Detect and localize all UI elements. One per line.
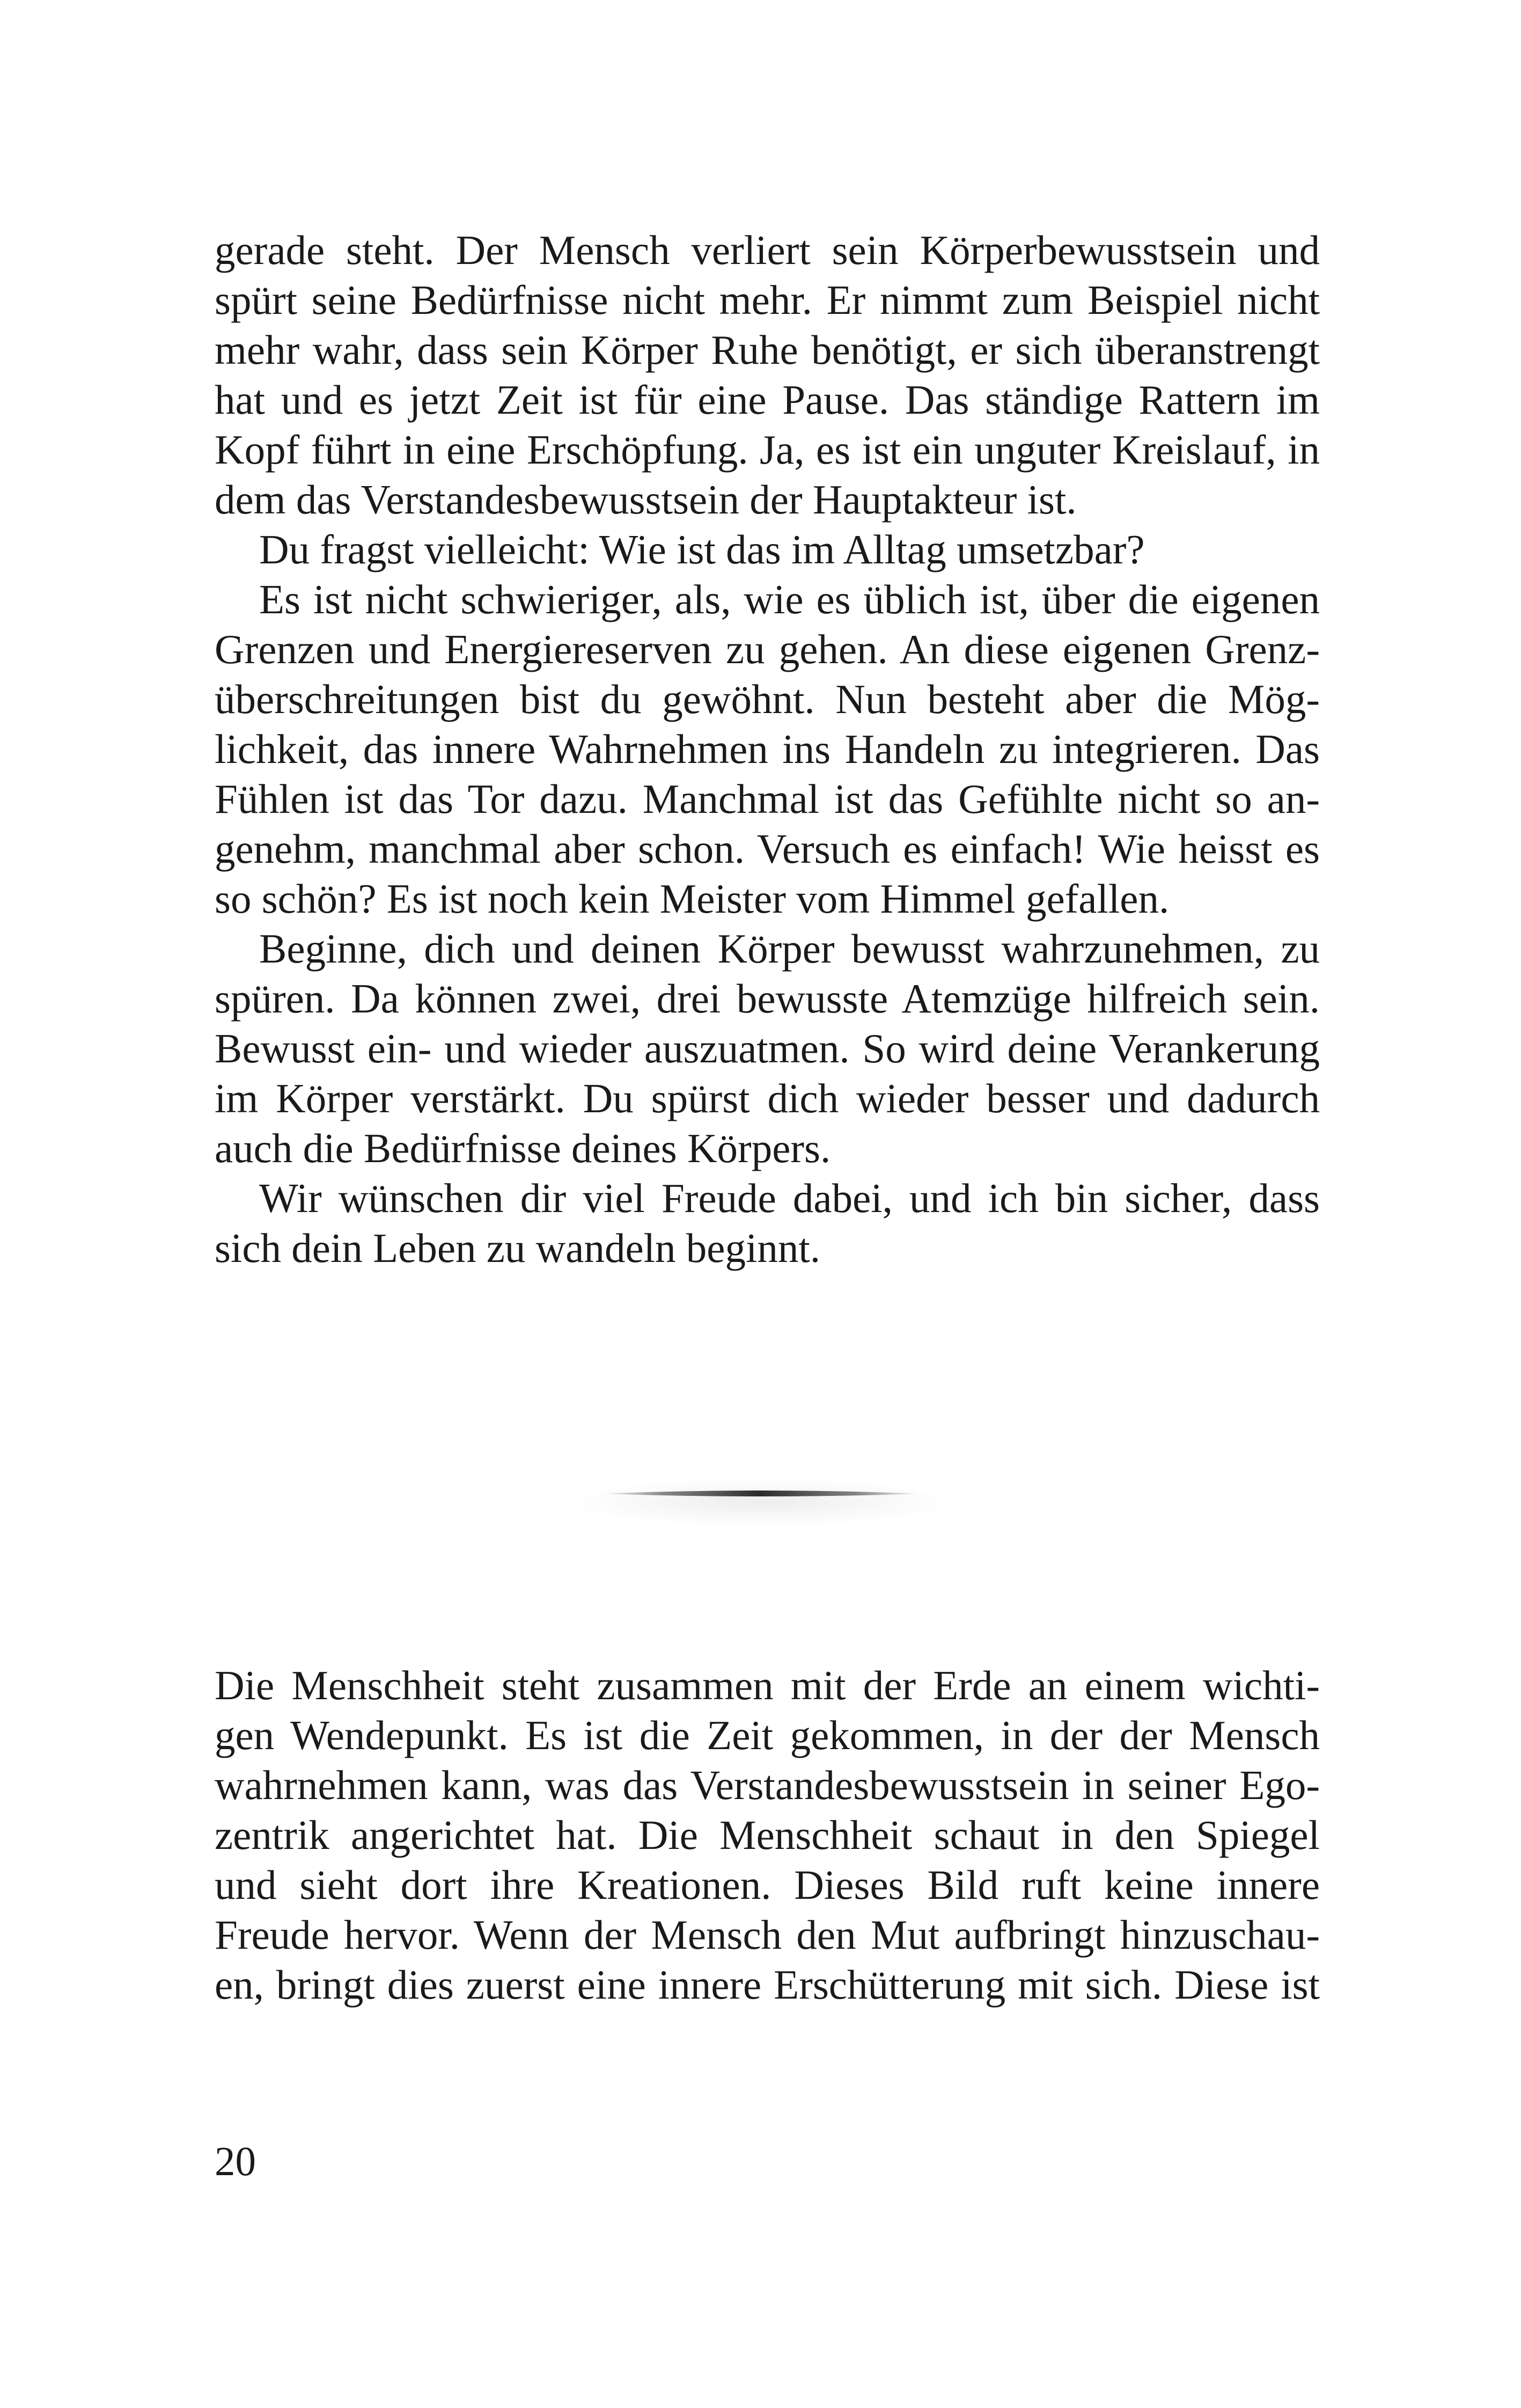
text-line: überschreitungen bist du gewöhnt. Nun besteht aber die Mög- xyxy=(215,676,1320,722)
text-line: Die Menschheit steht zusammen mit der Erde an einem wichti- xyxy=(215,1662,1320,1708)
text-line: Freude hervor. Wenn der Mensch den Mut aufbringt hinzuschau- xyxy=(215,1912,1320,1958)
text-line: Es ist nicht schwieriger, als, wie es üblich ist, über die eigenen xyxy=(259,576,1320,622)
text-line: Beginne, dich und deinen Körper bewusst wahrzunehmen, zu xyxy=(259,926,1320,972)
page-number: 20 xyxy=(215,2138,256,2184)
text-line: wahrnehmen kann, was das Verstandesbewusstsein in seiner Ego- xyxy=(215,1762,1320,1808)
text-line: mehr wahr, dass sein Körper Ruhe benötigt, er sich überanstrengt xyxy=(215,327,1320,373)
text-line: genehm, manchmal aber schon. Versuch es einfach! Wie heisst es xyxy=(215,826,1320,872)
text-line: zentrik angerichtet hat. Die Menschheit schaut in den Spiegel xyxy=(215,1812,1320,1858)
text-line: en, bringt dies zuerst eine innere Erschütterung mit sich. Diese ist xyxy=(215,1962,1320,2008)
text-block-lower xyxy=(215,1661,1320,2010)
text-line: und sieht dort ihre Kreationen. Dieses Bild ruft keine innere xyxy=(215,1862,1320,1908)
text-line: im Körper verstärkt. Du spürst dich wieder besser und dadurch xyxy=(215,1075,1320,1121)
text-line: Kopf führt in eine Erschöpfung. Ja, es ist ein unguter Kreislauf, in xyxy=(215,427,1320,473)
text-line: lichkeit, das innere Wahrnehmen ins Handeln zu integrieren. Das xyxy=(215,726,1320,772)
text-line: gerade steht. Der Mensch verliert sein Körperbewusstsein und xyxy=(215,227,1320,273)
text-line: spürt seine Bedürfnisse nicht mehr. Er nimmt zum Beispiel nicht xyxy=(215,277,1320,323)
text-line: Du fragst vielleicht: Wie ist das im Alltag umsetzbar? xyxy=(259,526,1145,572)
text-line: dem das Verstandesbewusstsein der Hauptakteur ist. xyxy=(215,476,1077,523)
text-line: Fühlen ist das Tor dazu. Manchmal ist das Gefühlte nicht so an- xyxy=(215,776,1320,822)
text-line: gen Wendepunkt. Es ist die Zeit gekommen, in der der Mensch xyxy=(215,1712,1320,1758)
text-line: Wir wünschen dir viel Freude dabei, und ich bin sicher, dass xyxy=(259,1175,1320,1221)
text-line: Bewusst ein- und wieder auszuatmen. So wird deine Verankerung xyxy=(215,1025,1320,1071)
text-line: so schön? Es ist noch kein Meister vom Himmel gefallen. xyxy=(215,876,1170,922)
text-line: auch die Bedürfnisse deines Körpers. xyxy=(215,1125,831,1171)
text-line: Grenzen und Energiereserven zu gehen. An diese eigenen Grenz- xyxy=(215,626,1320,672)
text-line: spüren. Da können zwei, drei bewusste Atemzüge hilfreich sein. xyxy=(215,975,1320,1022)
text-line: sich dein Leben zu wandeln beginnt. xyxy=(215,1225,820,1271)
text-block-upper xyxy=(215,225,1320,1273)
text-line: hat und es jetzt Zeit ist für eine Pause. Das ständige Rattern im xyxy=(215,377,1320,423)
section-divider-icon xyxy=(568,1459,954,1529)
